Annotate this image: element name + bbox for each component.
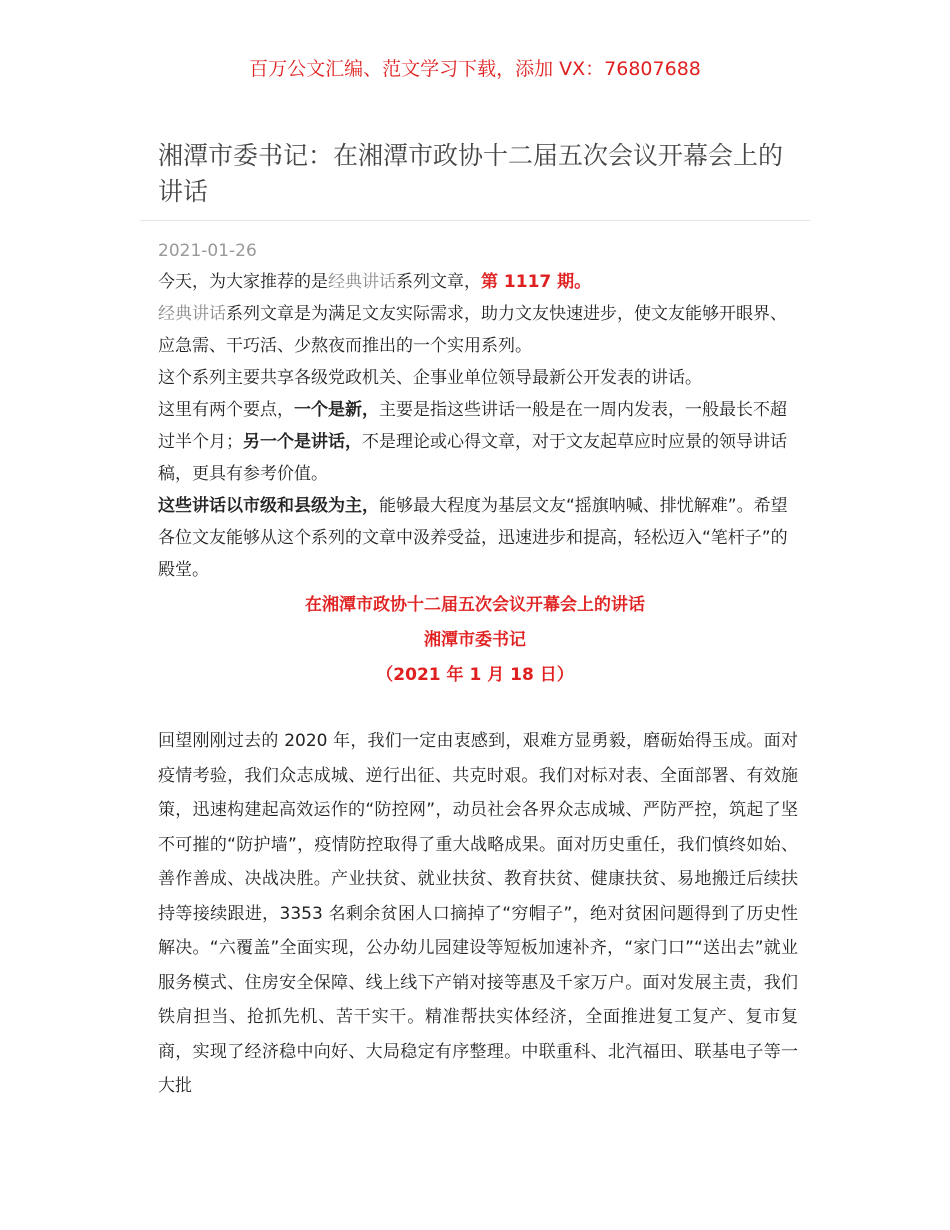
title-divider	[140, 220, 810, 221]
issue-number: 第 1117 期。	[481, 272, 592, 292]
intro-text: 能够最大程度为基层文友“摇旗呐喊、排忧解难”。希望各位文友能够从这个系列的文章中汲养受益，迅速进步和提高，轻松迈入“笔杆子”的殿堂。	[158, 496, 788, 580]
intro-text: 主要是指这些讲话一般是在一周内发表，一般最长不超过半个月；	[158, 400, 787, 452]
article-title: 湘潭市委书记：在湘潭市政协十二届五次会议开幕会上的讲话	[158, 141, 784, 206]
intro-bold: 这些讲话以市级和县级为主，	[158, 496, 379, 516]
intro-text: 不是理论或心得文章，对于文友起草应时应景的领导讲话稿，更具有参考价值。	[158, 432, 787, 484]
promo-banner: 百万公文汇编、范文学习下载，添加 VX：76807688	[249, 58, 701, 80]
intro-paragraph-1	[158, 266, 798, 298]
intro-paragraph-2	[158, 298, 798, 362]
speech-body: 回望刚刚过去的 2020 年，我们一定由衷感到，艰难方显勇毅，磨砺始得玉成。面对疫情考验，我们众志成城、逆行出征、共克时艰。我们对标对表、全面部署、有效施策，迅速构建起高效运作的“防控网”，动员社会各界众志成城、严防严控，筑起了坚不可摧的“防护墙”，疫情防控取得了重大战略成果。面对历史重任，我们慎终如始、善作善成、决战决胜。产业扶贫、就业扶贫、教育扶贫、健康扶贫、易地搬迁后续扶持等接续跟进，3353 名剩余贫困人口摘掉了“穷帽子”，绝对贫困问题得到了历史性解决。“六覆盖”全面实现，公办幼儿园建设等短板加速补齐，“家门口”“送出去”就业服务模式、住房安全保障、线上线下产销对接等惠及千家万户。面对发展主责，我们铁肩担当、抢抓先机、苦干实干。精准帮扶实体经济，全面推进复工复产、复市复商，实现了经济稳中向好、大局稳定有序整理。中联重科、北汽福田、联基电子等一大批	[158, 731, 798, 1096]
article-date: 2021-01-26	[158, 241, 257, 261]
intro-text: 系列文章是为满足文友实际需求，助力文友快速进步，使文友能够开眼界、应急需、干巧活、少熬夜而推出的一个实用系列。	[158, 304, 787, 356]
series-name: 经典讲话	[158, 304, 226, 324]
intro-text: 系列文章，	[396, 272, 481, 292]
intro-section	[158, 266, 798, 586]
speech-heading	[0, 588, 950, 693]
intro-paragraph-4	[158, 394, 798, 490]
speech-title: 在湘潭市政协十二届五次会议开幕会上的讲话	[305, 595, 645, 615]
intro-bold: 另一个是讲话，	[243, 432, 362, 452]
speech-date: （2021 年 1 月 18 日）	[376, 665, 574, 685]
intro-bold: 一个是新，	[294, 400, 379, 420]
speech-speaker: 湘潭市委书记	[424, 630, 526, 650]
intro-text: 今天，为大家推荐的是	[158, 272, 328, 292]
intro-paragraph-5	[158, 490, 798, 586]
intro-text: 这里有两个要点，	[158, 400, 294, 420]
intro-paragraph-3: 这个系列主要共享各级党政机关、企事业单位领导最新公开发表的讲话。	[158, 368, 702, 388]
series-name: 经典讲话	[328, 272, 396, 292]
